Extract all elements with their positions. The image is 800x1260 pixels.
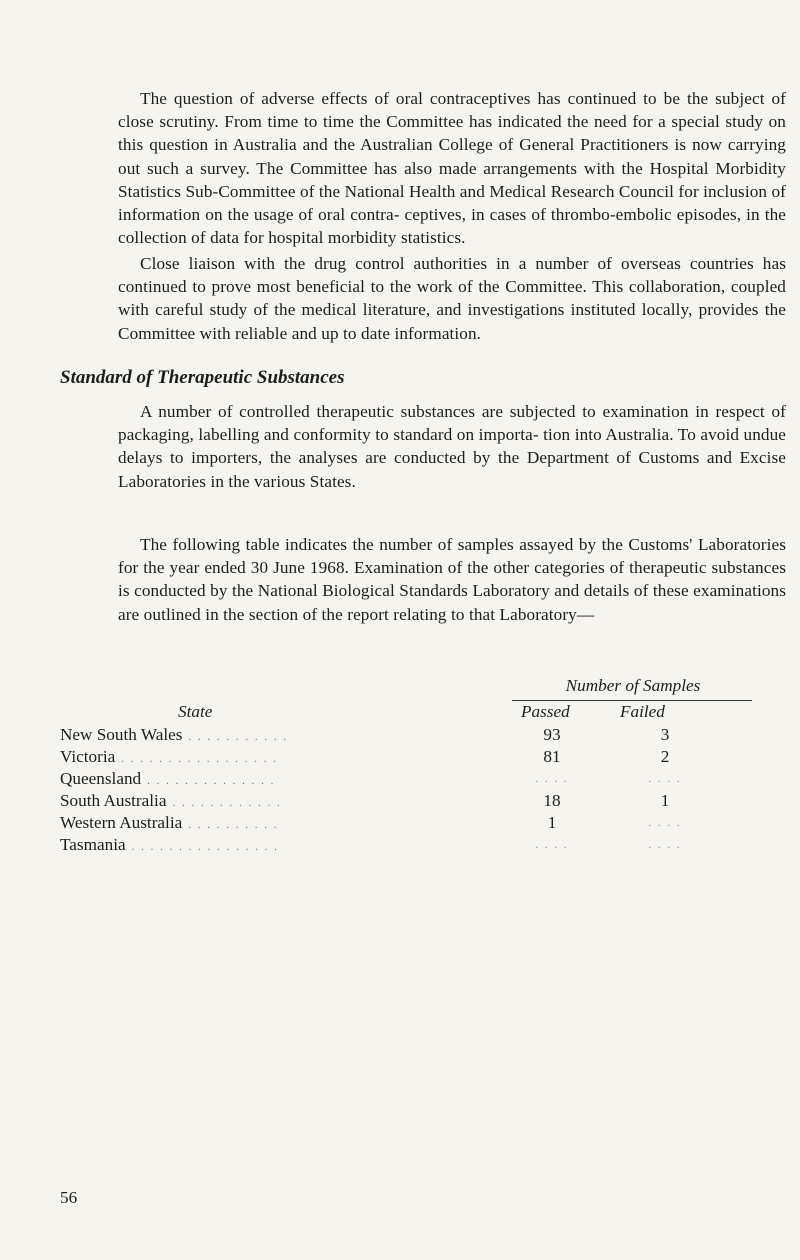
passed-cell: . . . . xyxy=(535,773,569,785)
failed-cell: . . . . xyxy=(648,817,682,829)
passed-cell: 18 xyxy=(543,791,561,810)
paragraph-table-intro: The following table indicates the number of samples assayed by the Customs' Laboratories for the year ended 30 June 1968. Examination of the other categories of therapeutic substances is conducted by the National Biological Standards Laboratory and details of these examinations are outlined in the section of the report relating to that Laboratory— xyxy=(118,535,786,624)
passed-cell: 93 xyxy=(543,725,561,744)
failed-cell: . . . . xyxy=(648,773,682,785)
table-header-rule xyxy=(512,700,752,701)
passed-cell: . . . . xyxy=(535,839,569,851)
failed-cell: 3 xyxy=(660,725,670,744)
section-heading: Standard of Therapeutic Substances xyxy=(60,367,345,388)
table-row xyxy=(60,768,760,790)
state-cell: New South Wales . . . . . . . . . . . xyxy=(60,725,289,744)
state-cell: Queensland . . . . . . . . . . . . . . xyxy=(60,769,276,788)
page-number: 56 xyxy=(60,1188,78,1207)
paragraph-oral-contraceptives: The question of adverse effects of oral contraceptives has continued to be the subject of close scrutiny. From time to time the Committee has indicated the need for a special study on this question in Australia and the Australian College of General Practitioners is now carrying out such a survey. The Committee has also made arrangements with the Hospital Morbidity Statistics Sub-Committee of the National Health and Medical Research Council for inclusion of information on the usage of oral contra- ceptives, in cases of thrombo-embolic episodes, in the collection of data for hospital morbidity statistics. xyxy=(118,89,787,248)
table-row xyxy=(60,724,760,746)
paragraph-controlled-substances: A number of controlled therapeutic substances are subjected to examination in respect of packaging, labelling and conformity to standard on importa- tion into Australia. To avoid undue delays to importers, the analyses are conducted by the Department of Customs and Excise Laboratories in the various States. xyxy=(118,402,786,491)
failed-cell: 2 xyxy=(660,747,670,766)
passed-cell: 1 xyxy=(547,813,557,832)
column-header-failed: Failed xyxy=(620,702,665,721)
table-row xyxy=(60,812,760,834)
passed-cell: 81 xyxy=(543,747,561,766)
state-cell: Western Australia . . . . . . . . . . xyxy=(60,813,279,832)
column-header-state: State xyxy=(178,702,213,721)
failed-cell: . . . . xyxy=(648,839,682,851)
state-cell: Victoria . . . . . . . . . . . . . . . . . xyxy=(60,747,279,766)
table-row xyxy=(60,746,760,768)
table-row xyxy=(60,790,760,812)
table-group-header: Number of Samples xyxy=(565,676,701,695)
state-cell: South Australia . . . . . . . . . . . . xyxy=(60,791,282,810)
paragraph-liaison: Close liaison with the drug control authorities in a number of overseas countries has continued to prove most beneficial to the work of the Committee. This collaboration, coupled with careful study of the medical literature, and investigations instituted locally, provides the Committee with reliable and up to date information. xyxy=(118,254,786,343)
failed-cell: 1 xyxy=(660,791,670,810)
state-cell: Tasmania . . . . . . . . . . . . . . . . xyxy=(60,835,279,854)
table-row xyxy=(60,834,760,856)
column-header-passed: Passed xyxy=(521,702,570,721)
samples-table xyxy=(60,724,760,856)
